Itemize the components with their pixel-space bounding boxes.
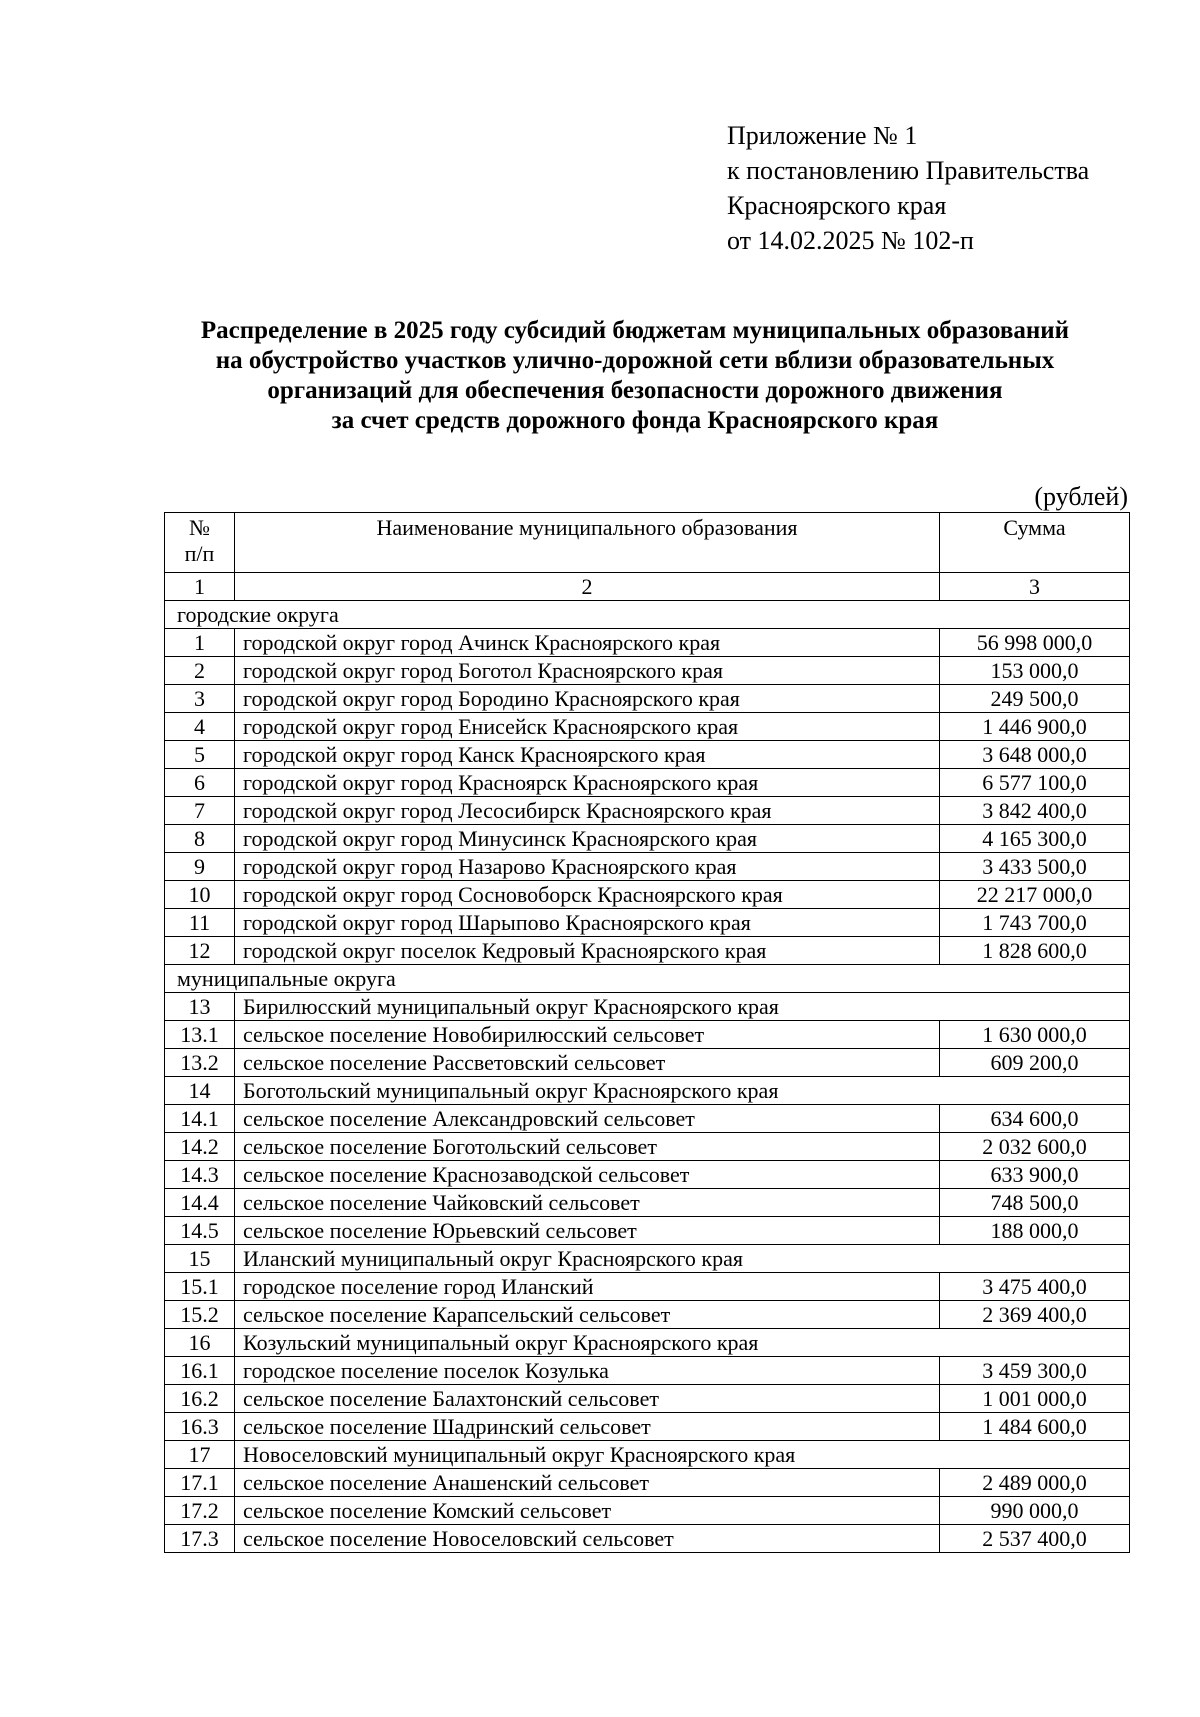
subsidy-amount: 3 433 500,0 xyxy=(940,853,1130,881)
municipality-name: сельское поселение Чайковский сельсовет xyxy=(235,1189,940,1217)
row-number: 9 xyxy=(165,853,235,881)
table-row xyxy=(165,1413,1130,1441)
row-number: 11 xyxy=(165,909,235,937)
row-number: 7 xyxy=(165,797,235,825)
municipality-name: Иланский муниципальный округ Красноярского края xyxy=(235,1245,940,1273)
section-row xyxy=(165,965,1130,993)
table-row xyxy=(165,1357,1130,1385)
subsidy-amount: 3 475 400,0 xyxy=(940,1273,1130,1301)
row-number: 12 xyxy=(165,937,235,965)
municipality-name: городское поселение поселок Козулька xyxy=(235,1357,940,1385)
subsidy-amount: 4 165 300,0 xyxy=(940,825,1130,853)
group-row xyxy=(165,1077,1130,1105)
subsidy-table xyxy=(164,512,1130,1553)
appendix-line-2: к постановлению Правительства xyxy=(727,156,1090,185)
row-number: 17.3 xyxy=(165,1525,235,1553)
subsidy-amount: 2 369 400,0 xyxy=(940,1301,1130,1329)
table-row xyxy=(165,657,1130,685)
municipality-name: сельское поселение Балахтонский сельсовет xyxy=(235,1385,940,1413)
row-number: 13.1 xyxy=(165,1021,235,1049)
row-number: 1 xyxy=(165,629,235,657)
empty-cell xyxy=(940,1441,1130,1469)
subsidy-amount: 1 743 700,0 xyxy=(940,909,1130,937)
header-num-line-1: № xyxy=(189,515,210,540)
row-number: 17.2 xyxy=(165,1497,235,1525)
municipality-name: городское поселение город Иланский xyxy=(235,1273,940,1301)
subsidy-amount: 249 500,0 xyxy=(940,685,1130,713)
row-number: 10 xyxy=(165,881,235,909)
subsidy-amount: 1 828 600,0 xyxy=(940,937,1130,965)
municipality-name: сельское поселение Карапсельский сельсовет xyxy=(235,1301,940,1329)
column-number: 3 xyxy=(940,573,1130,601)
table-row xyxy=(165,853,1130,881)
municipality-name: сельское поселение Александровский сельсовет xyxy=(235,1105,940,1133)
group-row xyxy=(165,1245,1130,1273)
table-row xyxy=(165,685,1130,713)
municipality-name: сельское поселение Новобирилюсский сельсовет xyxy=(235,1021,940,1049)
header-num xyxy=(165,513,235,573)
table-row xyxy=(165,825,1130,853)
table-row xyxy=(165,937,1130,965)
row-number: 4 xyxy=(165,713,235,741)
row-number: 5 xyxy=(165,741,235,769)
municipality-name: сельское поселение Шадринский сельсовет xyxy=(235,1413,940,1441)
row-number: 6 xyxy=(165,769,235,797)
section-label: муниципальные округа xyxy=(165,965,1130,993)
appendix-line-3: Красноярского края xyxy=(727,191,947,220)
municipality-name: городской округ поселок Кедровый Красноярского края xyxy=(235,937,940,965)
table-row xyxy=(165,909,1130,937)
section-label: городские округа xyxy=(165,601,1130,629)
subsidy-amount: 56 998 000,0 xyxy=(940,629,1130,657)
municipality-name: Боготольский муниципальный округ Красноярского края xyxy=(235,1077,940,1105)
appendix-line-4: от 14.02.2025 № 102-п xyxy=(727,226,974,255)
subsidy-amount: 153 000,0 xyxy=(940,657,1130,685)
table-row xyxy=(165,881,1130,909)
units-label: (рублей) xyxy=(1034,482,1128,511)
section-row xyxy=(165,601,1130,629)
subsidy-amount: 6 577 100,0 xyxy=(940,769,1130,797)
municipality-name: городской округ город Канск Красноярского края xyxy=(235,741,940,769)
municipality-name: сельское поселение Юрьевский сельсовет xyxy=(235,1217,940,1245)
row-number: 15 xyxy=(165,1245,235,1273)
table-row xyxy=(165,797,1130,825)
appendix-line-1: Приложение № 1 xyxy=(727,121,918,150)
row-number: 14.3 xyxy=(165,1161,235,1189)
table-row xyxy=(165,1105,1130,1133)
subsidy-amount: 634 600,0 xyxy=(940,1105,1130,1133)
row-number: 8 xyxy=(165,825,235,853)
row-number: 15.1 xyxy=(165,1273,235,1301)
group-row xyxy=(165,1329,1130,1357)
table-row xyxy=(165,629,1130,657)
row-number: 14.1 xyxy=(165,1105,235,1133)
empty-cell xyxy=(940,1077,1130,1105)
municipality-name: городской округ город Боготол Красноярского края xyxy=(235,657,940,685)
row-number: 14 xyxy=(165,1077,235,1105)
group-row xyxy=(165,1441,1130,1469)
row-number: 14.2 xyxy=(165,1133,235,1161)
municipality-name: городской округ город Енисейск Красноярского края xyxy=(235,713,940,741)
municipality-name: Новоселовский муниципальный округ Красноярского края xyxy=(235,1441,940,1469)
row-number: 14.5 xyxy=(165,1217,235,1245)
municipality-name: сельское поселение Краснозаводской сельсовет xyxy=(235,1161,940,1189)
municipality-name: сельское поселение Боготольский сельсовет xyxy=(235,1133,940,1161)
municipality-name: Козульский муниципальный округ Красноярского края xyxy=(235,1329,940,1357)
table-row xyxy=(165,1273,1130,1301)
header-sum: Сумма xyxy=(940,513,1130,573)
table-row xyxy=(165,713,1130,741)
row-number: 14.4 xyxy=(165,1189,235,1217)
empty-cell xyxy=(940,1329,1130,1357)
title-line-3: организаций для обеспечения безопасности дорожного движения xyxy=(267,377,1003,404)
subsidy-amount: 2 032 600,0 xyxy=(940,1133,1130,1161)
subsidy-amount: 633 900,0 xyxy=(940,1161,1130,1189)
row-number: 13.2 xyxy=(165,1049,235,1077)
municipality-name: городской округ город Шарыпово Красноярского края xyxy=(235,909,940,937)
table-row xyxy=(165,1133,1130,1161)
table-row xyxy=(165,741,1130,769)
appendix-block xyxy=(727,118,1089,258)
table-row xyxy=(165,1497,1130,1525)
row-number: 16.3 xyxy=(165,1413,235,1441)
table-row xyxy=(165,1049,1130,1077)
municipality-name: городской округ город Сосновоборск Красноярского края xyxy=(235,881,940,909)
municipality-name: сельское поселение Анашенский сельсовет xyxy=(235,1469,940,1497)
header-num-line-2: п/п xyxy=(184,541,215,566)
municipality-name: Бирилюсский муниципальный округ Красноярского края xyxy=(235,993,940,1021)
table-row xyxy=(165,1469,1130,1497)
table-row xyxy=(165,1525,1130,1553)
subsidy-amount: 2 489 000,0 xyxy=(940,1469,1130,1497)
row-number: 17.1 xyxy=(165,1469,235,1497)
empty-cell xyxy=(940,1245,1130,1273)
subsidy-amount: 3 842 400,0 xyxy=(940,797,1130,825)
table-row xyxy=(165,1021,1130,1049)
subsidy-amount: 188 000,0 xyxy=(940,1217,1130,1245)
table-row xyxy=(165,769,1130,797)
municipality-name: сельское поселение Рассветовский сельсовет xyxy=(235,1049,940,1077)
title-line-1: Распределение в 2025 году субсидий бюджетам муниципальных образований xyxy=(200,317,1070,344)
title-line-2: на обустройство участков улично-дорожной сети вблизи образовательных xyxy=(215,347,1055,374)
municipality-name: сельское поселение Новоселовский сельсовет xyxy=(235,1525,940,1553)
document-title xyxy=(140,316,1130,436)
column-number: 1 xyxy=(165,573,235,601)
row-number: 15.2 xyxy=(165,1301,235,1329)
table-row xyxy=(165,1217,1130,1245)
subsidy-amount: 1 001 000,0 xyxy=(940,1385,1130,1413)
table-row xyxy=(165,1301,1130,1329)
row-number: 2 xyxy=(165,657,235,685)
row-number: 3 xyxy=(165,685,235,713)
subsidy-amount: 3 648 000,0 xyxy=(940,741,1130,769)
row-number: 16.1 xyxy=(165,1357,235,1385)
municipality-name: сельское поселение Комский сельсовет xyxy=(235,1497,940,1525)
header-name: Наименование муниципального образования xyxy=(235,513,940,573)
municipality-name: городской округ город Минусинск Красноярского края xyxy=(235,825,940,853)
subsidy-amount: 1 484 600,0 xyxy=(940,1413,1130,1441)
municipality-name: городской округ город Назарово Красноярского края xyxy=(235,853,940,881)
municipality-name: городской округ город Красноярск Красноярского края xyxy=(235,769,940,797)
row-number: 16.2 xyxy=(165,1385,235,1413)
subsidy-amount: 1 630 000,0 xyxy=(940,1021,1130,1049)
table-row xyxy=(165,1189,1130,1217)
subsidy-amount: 748 500,0 xyxy=(940,1189,1130,1217)
subsidy-amount: 2 537 400,0 xyxy=(940,1525,1130,1553)
subsidy-amount: 22 217 000,0 xyxy=(940,881,1130,909)
group-row xyxy=(165,993,1130,1021)
subsidy-amount: 990 000,0 xyxy=(940,1497,1130,1525)
table-row xyxy=(165,1385,1130,1413)
table-row xyxy=(165,1161,1130,1189)
subsidy-amount: 3 459 300,0 xyxy=(940,1357,1130,1385)
row-number: 13 xyxy=(165,993,235,1021)
municipality-name: городской округ город Ачинск Красноярского края xyxy=(235,629,940,657)
title-line-4: за счет средств дорожного фонда Красноярского края xyxy=(331,407,939,434)
row-number: 16 xyxy=(165,1329,235,1357)
subsidy-amount: 1 446 900,0 xyxy=(940,713,1130,741)
empty-cell xyxy=(940,993,1130,1021)
municipality-name: городской округ город Лесосибирск Красноярского края xyxy=(235,797,940,825)
column-number: 2 xyxy=(235,573,940,601)
subsidy-amount: 609 200,0 xyxy=(940,1049,1130,1077)
row-number: 17 xyxy=(165,1441,235,1469)
table-header-row xyxy=(165,513,1130,573)
municipality-name: городской округ город Бородино Красноярского края xyxy=(235,685,940,713)
column-number-row xyxy=(165,573,1130,601)
